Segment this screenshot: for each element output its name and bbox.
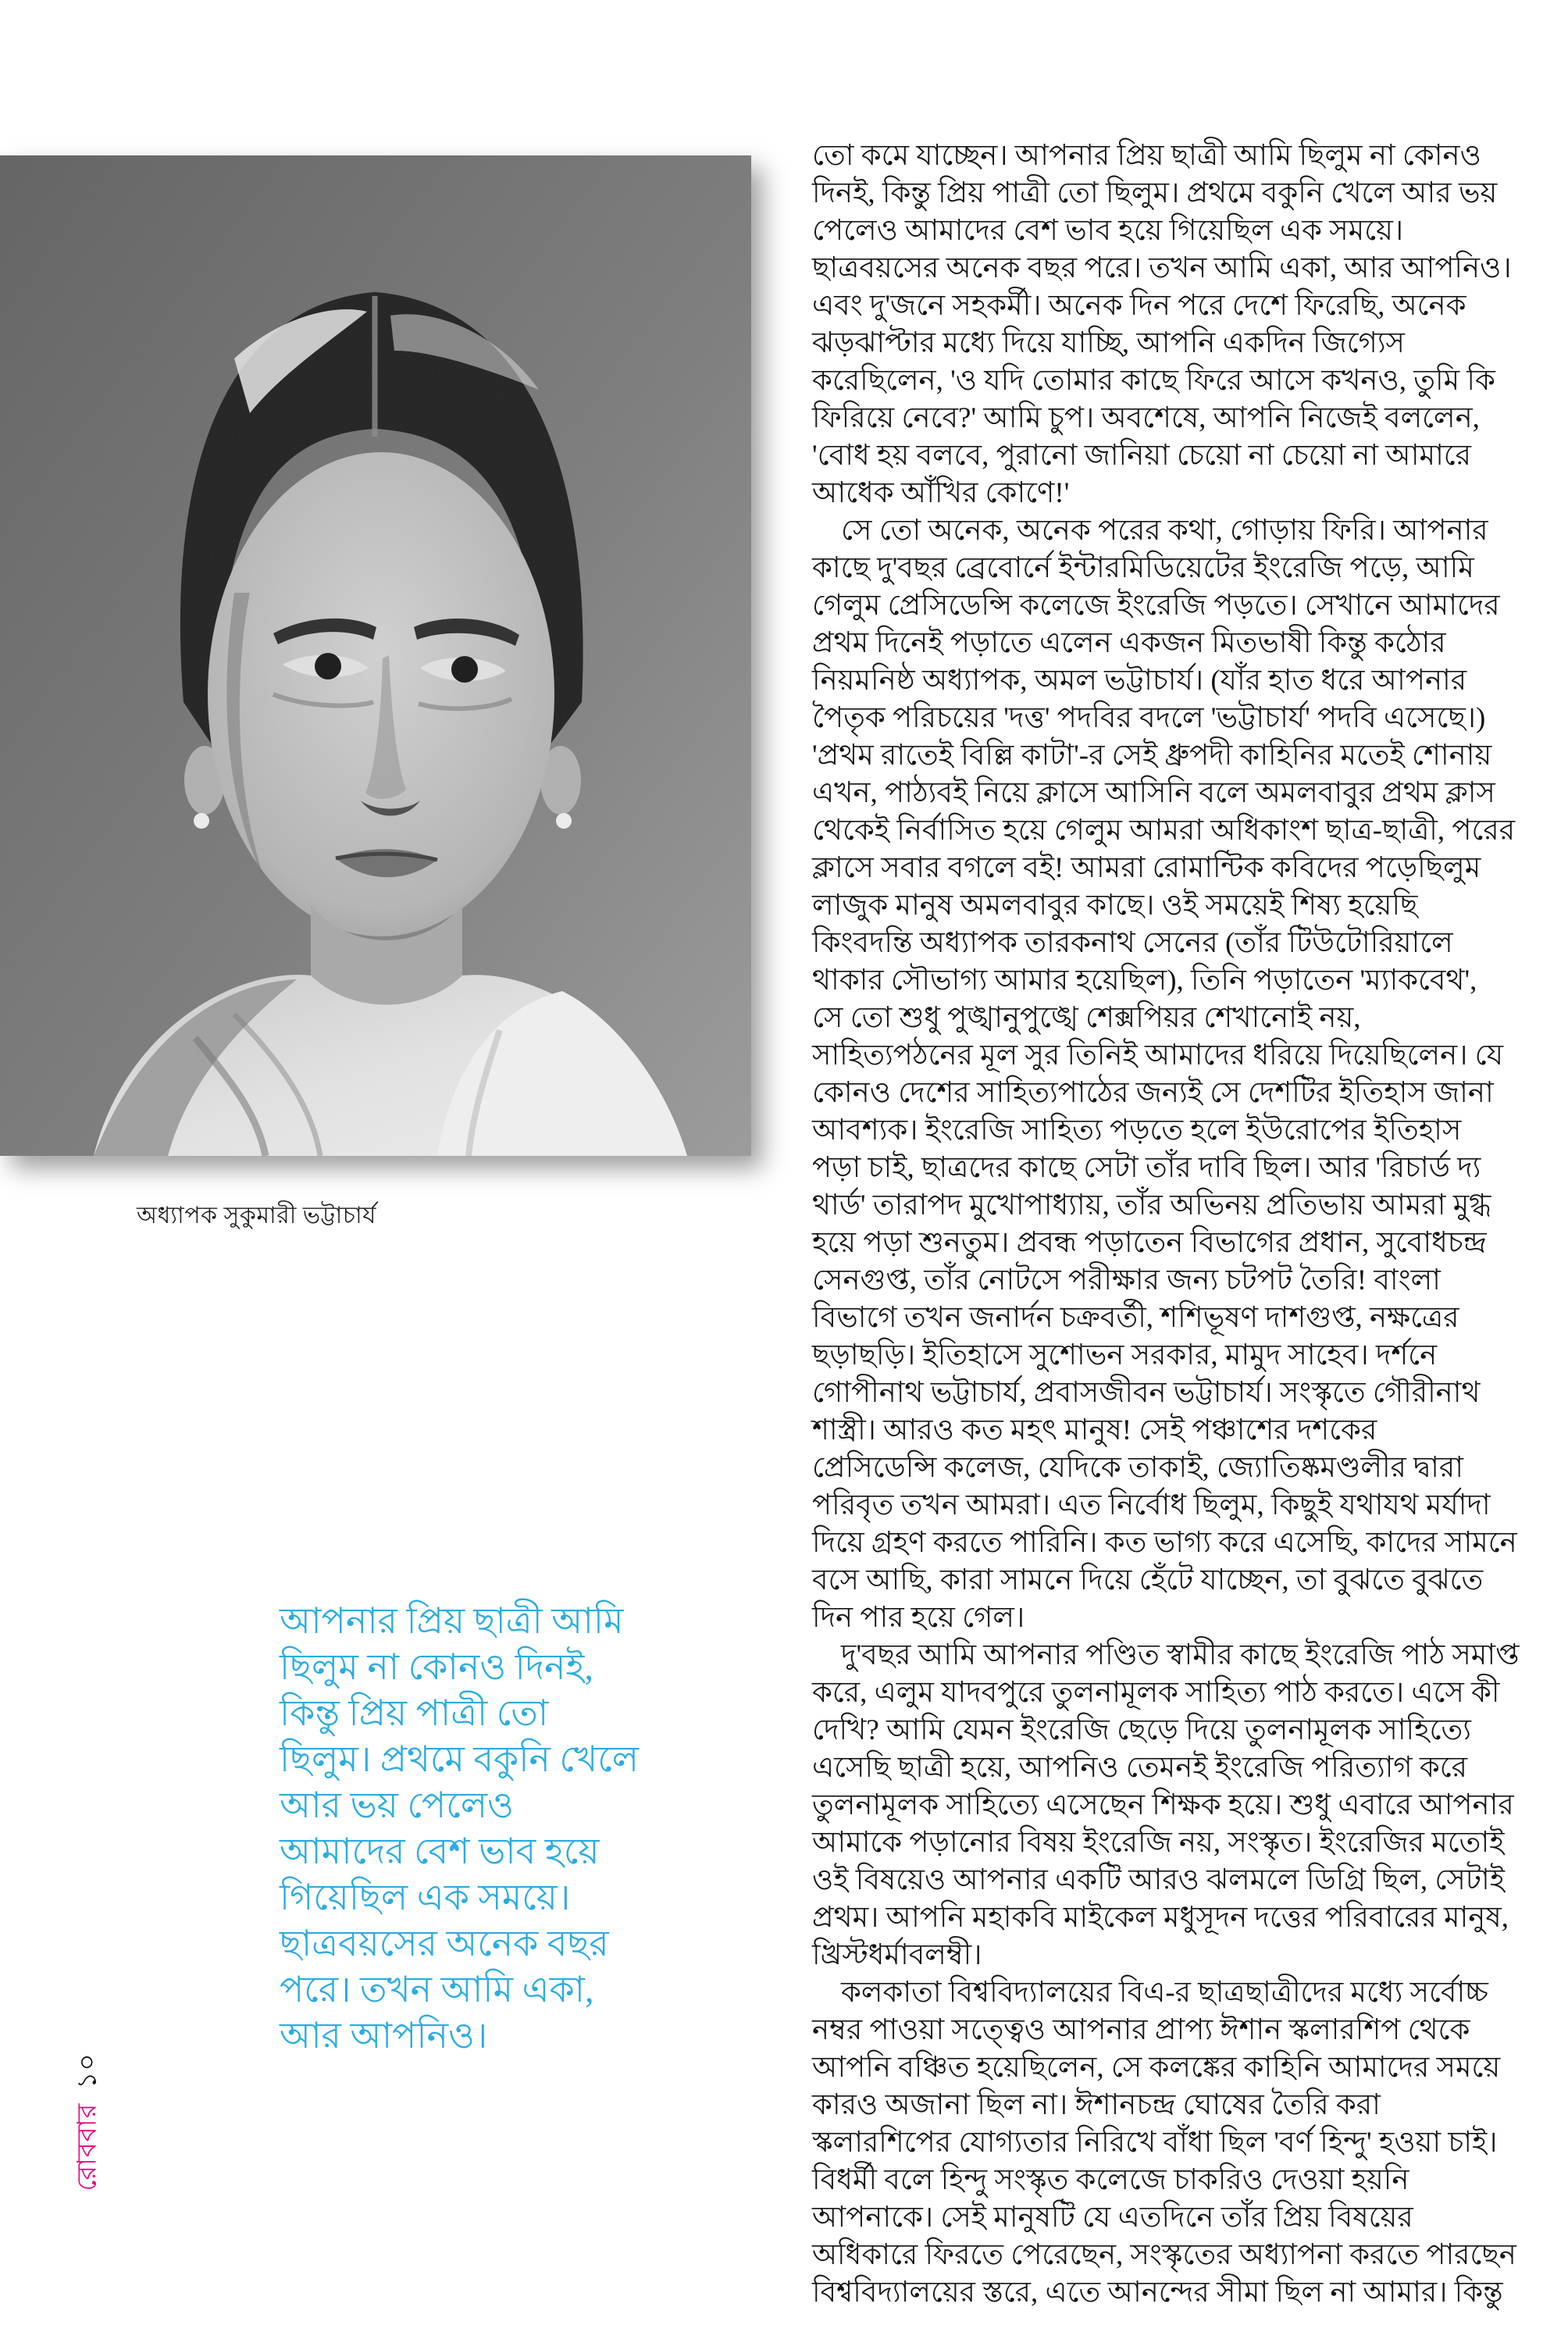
article-line: এসেছি ছাত্রী হয়ে, আপনিও তেমনই ইংরেজি পরিত্যাগ করে <box>812 1752 1468 1784</box>
article-line: পেলেও আমাদের বেশ ভাব হয়ে গিয়েছিল এক সময়ে। <box>812 215 1404 247</box>
article-line: ঝড়ঝাপ্টার মধ্যে দিয়ে যাচ্ছি, আপনি একদিন জিগ্যেস <box>812 327 1405 359</box>
article-line: হয়ে পড়া শুনতুম। প্রবন্ধ পড়াতেন বিভাগের প্রধান, সুবোধচন্দ্র <box>812 1227 1487 1259</box>
article-line: কারও অজানা ছিল না। ঈশানচন্দ্র ঘোষের তৈরি করা <box>812 2089 1381 2121</box>
pull-quote-line: কিন্তু প্রিয় পাত্রী তো <box>280 1693 549 1733</box>
article-line: 'বোধ হয় বলবে, পুরানো জানিয়া চেয়ো না চেয়ো না আমারে <box>812 440 1472 472</box>
article-line: নম্বর পাওয়া সত্ত্বেও আপনার প্রাপ্য ঈশান স্কলারশিপ থেকে <box>812 2014 1470 2046</box>
article-line: এখন, পাঠ্যবই নিয়ে ক্লাসে আসিনি বলে অমলবাবুর প্রথম ক্লাস <box>812 777 1495 809</box>
pull-quote <box>280 1598 811 2059</box>
article-line: কোনও দেশের সাহিত্যপাঠের জন্যই সে দেশটির ইতিহাস জানা <box>812 1077 1494 1109</box>
folio <box>67 2053 112 2191</box>
article-line: পড়া চাই, ছাত্রদের কাছে সেটা তাঁর দাবি ছিল। আর 'রিচার্ড দ্য <box>812 1152 1481 1184</box>
article-line: তো কমে যাচ্ছেন। আপনার প্রিয় ছাত্রী আমি ছিলুম না কোনও <box>812 140 1481 172</box>
article-line: স্কলারশিপের যোগ্যতার নিরিখে বাঁধা ছিল 'বর্ণ হিন্দু' হওয়া চাই। <box>812 2127 1498 2159</box>
article-line: ছড়াছড়ি। ইতিহাসে সুশোভন সরকার, মামুদ সাহেব। দর্শনে <box>812 1339 1438 1371</box>
article-line: আবশ্যক। ইংরেজি সাহিত্য পড়তে হলে ইউরোপের ইতিহাস <box>812 1114 1462 1146</box>
article-line: লাজুক মানুষ অমলবাবুর কাছে। ওই সময়েই শিষ্য হয়েছি <box>812 890 1418 922</box>
pull-quote-line: পরে। তখন আমি একা, <box>280 1970 594 2009</box>
article-line: আপনাকে। সেই মানুষটি যে এতদিনে তাঁর প্রিয় বিষয়ের <box>812 2202 1413 2234</box>
pull-quote-line: আমাদের বেশ ভাব হয়ে <box>280 1831 600 1871</box>
article-line: নিয়মনিষ্ঠ অধ্যাপক, অমল ভট্টাচার্য। (যাঁর হাত ধরে আপনার <box>812 665 1467 697</box>
article-line: গোপীনাথ ভট্টাচার্য, প্রবাসজীবন ভট্টাচার্য। সংস্কৃতে গৌরীনাথ <box>812 1377 1481 1409</box>
article-line: 'প্রথম রাতেই বিল্লি কাটা'-র সেই ধ্রুপদী কাহিনির মতেই শোনায় <box>812 740 1492 772</box>
pull-quote-line: আর আপনিও। <box>280 2016 488 2056</box>
article-line: বসে আছি, কারা সামনে দিয়ে হেঁটে যাচ্ছেন, তা বুঝতে বুঝতে <box>812 1564 1484 1596</box>
article-line: ক্লাসে সবার বগলে বই! আমরা রোমান্টিক কবিদের পড়েছিলুম <box>812 852 1481 884</box>
article-line: কলকাতা বিশ্ববিদ্যালয়ের বিএ-র ছাত্রছাত্রীদের মধ্যে সর্বোচ্চ <box>812 1977 1488 2009</box>
article-line: পৈতৃক পরিচয়ের 'দত্ত' পদবির বদলে 'ভট্টাচার্য' পদবি এসেছে।) <box>812 702 1486 734</box>
article-line: থার্ড' তারাপদ মুখোপাধ্যায়, তাঁর অভিনয় প্রতিভায় আমরা মুগ্ধ <box>812 1189 1491 1221</box>
article-line: থেকেই নির্বাসিত হয়ে গেলুম আমরা অধিকাংশ ছাত্র-ছাত্রী, পরের <box>812 815 1516 847</box>
article-line: ফিরিয়ে নেবে?' আমি চুপ। অবশেষে, আপনি নিজেই বললেন, <box>812 402 1480 434</box>
article-line: বিভাগে তখন জনার্দন চক্রবর্তী, শশিভূষণ দাশগুপ্ত, নক্ষত্রের <box>812 1302 1459 1334</box>
article-line: সে তো শুধু পুঙ্খানুপুঙ্খে শেক্সপিয়র শেখানোই নয়, <box>812 1002 1361 1034</box>
article-line: থাকার সৌভাগ্য আমার হয়েছিল), তিনি পড়াতেন 'ম্যাকবেথ', <box>812 965 1477 997</box>
article-line: এবং দু'জনে সহকর্মী। অনেক দিন পরে দেশে ফিরেছি, অনেক <box>812 290 1466 322</box>
photo-caption: অধ্যাপক সুকুমারী ভট্টাচার্য <box>137 1203 376 1228</box>
article-line: আমাকে পড়ানোর বিষয় ইংরেজি নয়, সংস্কৃত। ইংরেজির মতোই <box>812 1827 1505 1859</box>
article-text-column <box>812 137 1546 2312</box>
magazine-name: রোববার <box>73 2102 102 2191</box>
article-line: প্রেসিডেন্সি কলেজ, যেদিকে তাকাই, জ্যোতিষ্কমণ্ডলীর দ্বারা <box>812 1452 1463 1484</box>
article-line: তুলনামূলক সাহিত্যে এসেছেন শিক্ষক হয়ে। শুধু এবারে আপনার <box>812 1789 1514 1821</box>
article-line: দেখি? আমি যেমন ইংরেজি ছেড়ে দিয়ে তুলনামূলক সাহিত্যে <box>812 1714 1471 1746</box>
article-line: আপনি বঞ্চিত হয়েছিলেন, সে কলঙ্কের কাহিনি আমাদের সময়ে <box>812 2052 1501 2084</box>
article-line: প্রথম। আপনি মহাকবি মাইকেল মধুসূদন দত্তের পরিবারের মানুষ, <box>812 1902 1509 1934</box>
portrait-photo <box>0 155 751 1156</box>
pull-quote-line: ছিলুম না কোনও দিনই, <box>280 1647 593 1687</box>
article-line: দু'বছর আমি আপনার পণ্ডিত স্বামীর কাছে ইংরেজি পাঠ সমাপ্ত <box>812 1639 1520 1671</box>
article-line: খ্রিস্টধর্মাবলম্বী। <box>812 1939 982 1971</box>
page-number: ১০ <box>73 2052 102 2089</box>
pull-quote-line: আর ভয় পেলেও <box>280 1785 514 1825</box>
article-line: কাছে দু'বছর ব্রেবোর্নে ইন্টারমিডিয়েটের ইংরেজি পড়ে, আমি <box>812 552 1474 584</box>
article-line: ছাত্রবয়সের অনেক বছর পরে। তখন আমি একা, আর আপনিও। <box>812 252 1512 284</box>
article-line: বিধর্মী বলে হিন্দু সংস্কৃত কলেজে চাকরিও দেওয়া হয়নি <box>812 2164 1409 2196</box>
article-line: অধিকারে ফিরতে পেরেছেন, সংস্কৃতের অধ্যাপনা করতে পারছেন <box>812 2239 1516 2271</box>
article-line: করে, এলুম যাদবপুরে তুলনামূলক সাহিত্য পাঠ করতে। এসে কী <box>812 1677 1500 1709</box>
article-line: সাহিত্যপঠনের মূল সুর তিনিই আমাদের ধরিয়ে দিয়েছিলেন। যে <box>812 1039 1504 1072</box>
article-line: সেনগুপ্ত, তাঁর নোটসে পরীক্ষার জন্য চটপট তৈরি! বাংলা <box>812 1264 1441 1296</box>
pull-quote-line: ছাত্রবয়সের অনেক বছর <box>280 1924 609 1963</box>
article-line: আধেক আঁখির কোণে!' <box>812 477 1070 509</box>
portrait-photo-figure <box>0 155 751 1228</box>
article-line: দিনই, কিন্তু প্রিয় পাত্রী তো ছিলুম। প্রথমে বকুনি খেলে আর ভয় <box>812 177 1498 209</box>
article-line: দিয়ে গ্রহণ করতে পারিনি। কত ভাগ্য করে এসেছি, কাদের সামনে <box>812 1527 1517 1559</box>
pull-quote-line: গিয়েছিল এক সময়ে। <box>280 1878 571 1917</box>
article-line: পরিবৃত তখন আমরা। এত নির্বোধ ছিলুম, কিছুই যথাযথ মর্যাদা <box>812 1489 1491 1521</box>
portrait-photo-illustration <box>0 155 751 1156</box>
pull-quote-line: ছিলুম। প্রথমে বকুনি খেলে <box>280 1739 639 1779</box>
article-line: করেছিলেন, 'ও যদি তোমার কাছে ফিরে আসে কখনও, তুমি কি <box>812 365 1495 397</box>
pull-quote-line: আপনার প্রিয় ছাত্রী আমি <box>280 1601 624 1641</box>
article-line: বিশ্ববিদ্যালয়ের স্তরে, এতে আনন্দের সীমা ছিল না আমার। কিন্তু <box>812 2277 1503 2309</box>
article-line: ওই বিষয়েও আপনার একটি আরও ঝলমলে ডিগ্রি ছিল, সেটাই <box>812 1864 1506 1896</box>
article-line: গেলুম প্রেসিডেন্সি কলেজে ইংরেজি পড়তে। সেখানে আমাদের <box>812 590 1500 622</box>
article-line: প্রথম দিনেই পড়াতে এলেন একজন মিতভাষী কিন্তু কঠোর <box>812 627 1446 659</box>
article-line: দিন পার হয়ে গেল। <box>812 1602 1025 1634</box>
article-line: সে তো অনেক, অনেক পরের কথা, গোড়ায় ফিরি। আপনার <box>812 515 1488 547</box>
article-line: কিংবদন্তি অধ্যাপক তারকনাথ সেনের (তাঁর টিউটোরিয়ালে <box>812 927 1453 959</box>
article-line: শাস্ত্রী। আরও কত মহৎ মানুষ! সেই পঞ্চাশের দশকের <box>812 1414 1377 1446</box>
